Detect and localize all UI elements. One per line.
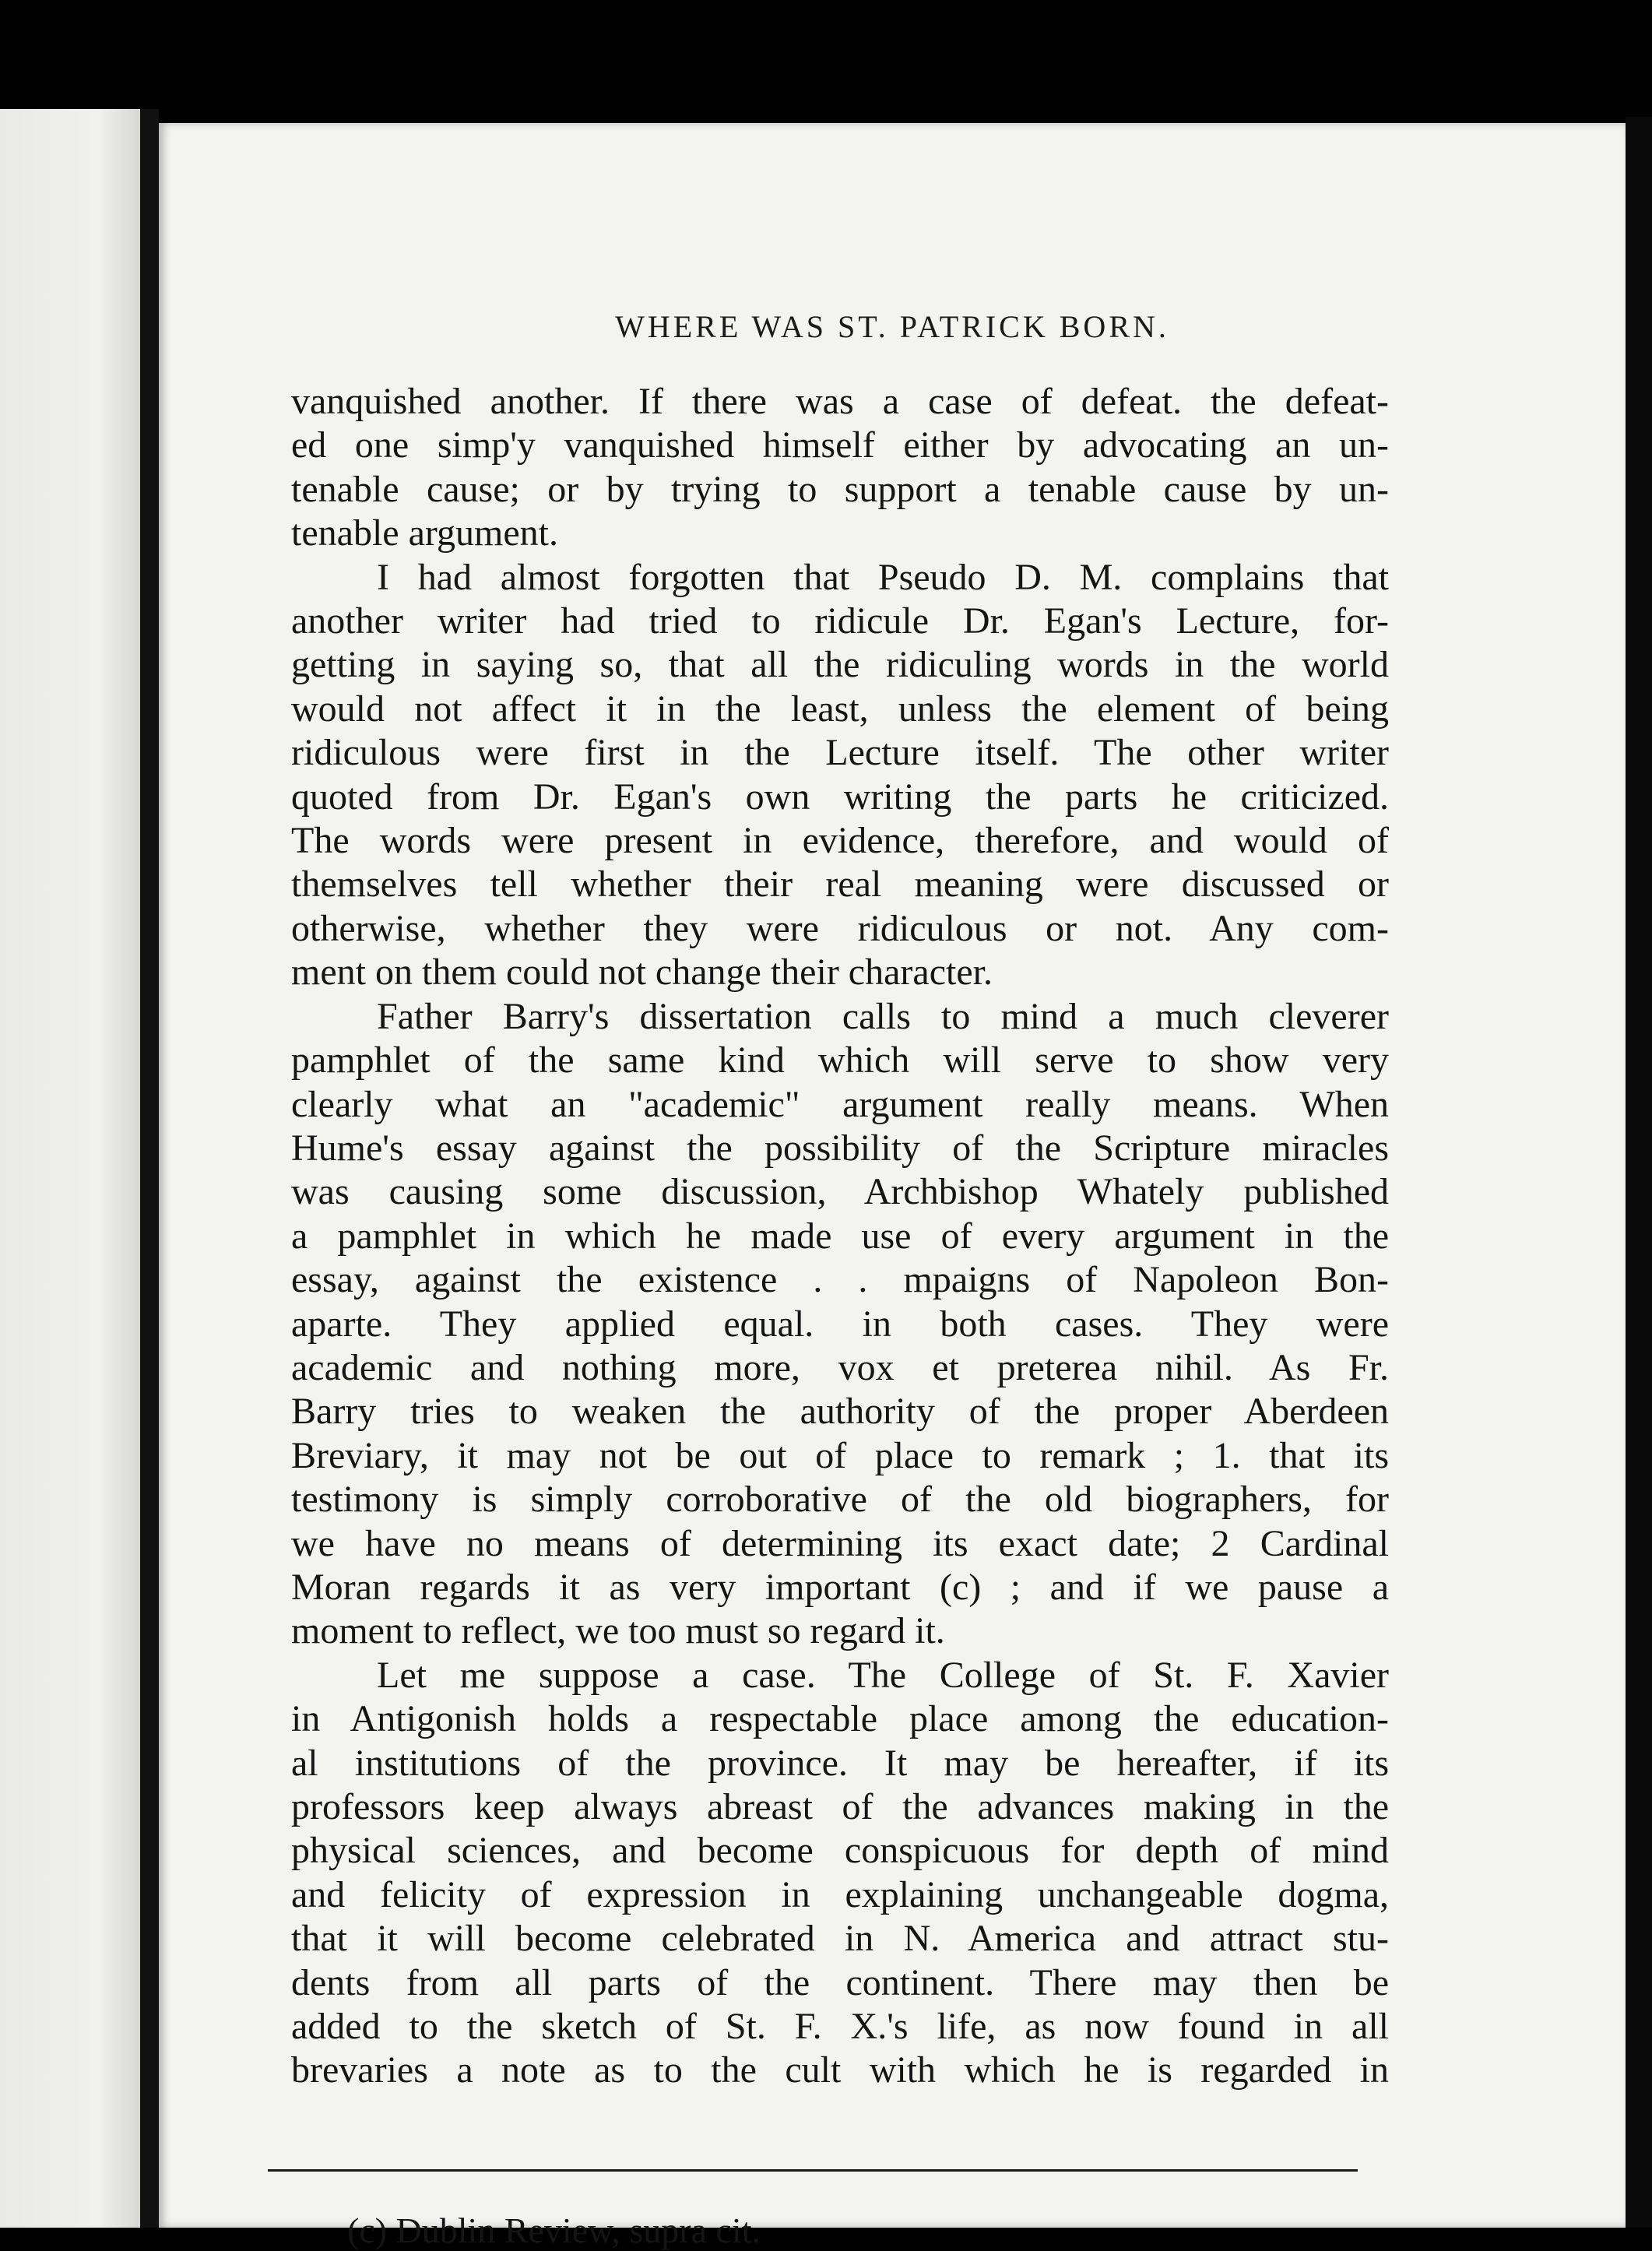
text-line: Barry tries to weaken the authority of the proper Aberdeen <box>291 1391 1389 1433</box>
text-line: Moran regards it as very important (c) ; and if we pause a <box>291 1566 1389 1608</box>
text-line: physical sciences, and become conspicuous for depth of mind <box>291 1830 1389 1872</box>
text-line: tenable cause; or by trying to support a tenable cause by un- <box>291 468 1389 510</box>
footnote-rule <box>268 2169 1358 2172</box>
running-head: WHERE WAS ST. PATRICK BORN. <box>615 309 1169 344</box>
text-line: ridiculous were first in the Lecture itself. The other writer <box>291 732 1389 774</box>
text-line: pamphlet of the same kind which will serve to show very <box>291 1039 1389 1082</box>
text-line: another writer had tried to ridicule Dr. Egan's Lecture, for- <box>291 600 1389 642</box>
text-line: The words were present in evidence, therefore, and would of <box>291 820 1389 862</box>
text-line: tenable argument. <box>291 512 558 554</box>
text-line: otherwise, whether they were ridiculous or not. Any com- <box>291 907 1389 949</box>
text-line: moment to reflect, we too must so regard it. <box>291 1610 945 1652</box>
book-page <box>159 123 1626 2250</box>
text-line: academic and nothing more, vox et preterea nihil. As Fr. <box>291 1346 1389 1388</box>
text-line: vanquished another. If there was a case of defeat. the defeat- <box>291 381 1389 422</box>
text-line: dents from all parts of the continent. There may then be <box>291 1961 1389 2003</box>
text-line: we have no means of determining its exact date; 2 Cardinal <box>291 1522 1389 1564</box>
text-line: quoted from Dr. Egan's own writing the parts he criticized. <box>291 776 1389 818</box>
text-line: Hume's essay against the possibility of the Scripture miracles <box>291 1127 1389 1169</box>
text-line: ed one simp'y vanquished himself either by advocating an un- <box>291 424 1389 466</box>
scan-border <box>1626 117 1652 2228</box>
text-line: and felicity of expression in explaining unchangeable dogma, <box>291 1873 1389 1915</box>
body-text <box>291 380 1389 2093</box>
text-line: I had almost forgotten that Pseudo D. M. complains that <box>377 556 1389 598</box>
text-line: added to the sketch of St. F. X.'s life, as now found in all <box>291 2006 1389 2048</box>
text-line: professors keep always abreast of the advances making in the <box>291 1786 1389 1827</box>
text-line: aparte. They applied equal. in both cases. They were <box>291 1303 1389 1345</box>
footnote: (c) Dublin Review, supra cit. <box>347 2211 761 2250</box>
text-line: Let me suppose a case. The College of St. F. Xavier <box>377 1654 1389 1696</box>
text-line: would not affect it in the least, unless the element of being <box>291 688 1389 730</box>
text-line: a pamphlet in which he made use of every argument in the <box>291 1215 1389 1257</box>
text-line: getting in saying so, that all the ridiculing words in the world <box>291 644 1389 686</box>
text-line: brevaries a note as to the cult with which he is regarded in <box>291 2049 1389 2091</box>
text-line: themselves tell whether their real meaning were discussed or <box>291 863 1389 906</box>
text-line: Father Barry's dissertation calls to mind a much cleverer <box>377 995 1389 1037</box>
adjacent-page-edge <box>0 109 140 2228</box>
text-line: essay, against the existence . . mpaigns of Napoleon Bon- <box>291 1259 1389 1301</box>
text-line: Breviary, it may not be out of place to remark ; 1. that its <box>291 1434 1389 1476</box>
text-line: al institutions of the province. It may be hereafter, if its <box>291 1742 1389 1784</box>
text-line: ment on them could not change their character. <box>291 951 993 994</box>
text-line: testimony is simply corroborative of the old biographers, for <box>291 1479 1389 1521</box>
text-line: was causing some discussion, Archbishop Whately published <box>291 1171 1389 1213</box>
text-line: that it will become celebrated in N. America and attract stu- <box>291 1918 1389 1960</box>
text-line: clearly what an "academic" argument really means. When <box>291 1083 1389 1125</box>
book-gutter <box>140 109 159 2228</box>
text-line: in Antigonish holds a respectable place among the education- <box>291 1698 1389 1740</box>
